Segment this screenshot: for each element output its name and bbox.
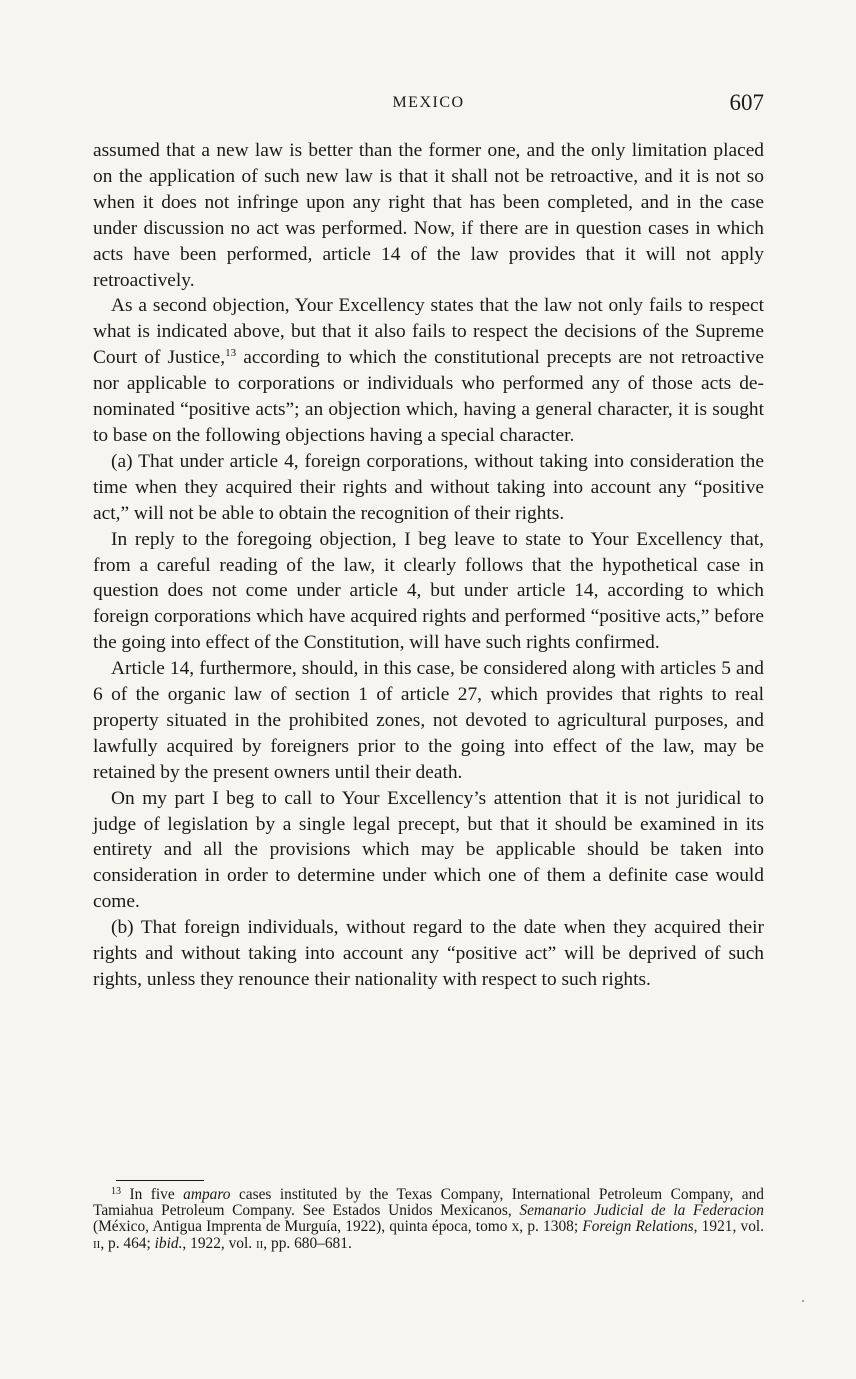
footnote-13 — [93, 1187, 764, 1252]
scan-speck — [802, 1300, 804, 1302]
page-header — [93, 90, 764, 124]
footnote-text: , 1922, vol. — [182, 1234, 256, 1252]
item-label-b: (b) — [111, 917, 134, 939]
footnote-reference: 13 — [225, 347, 237, 360]
paragraph-1: assumed that a new law is better than the former one, and the only limitation placed on the application of such new law is that it shall not be retroactive, and it is not so when it does not infringe upon any right that has been completed, and in the case under discussion no act was performed. Now, if there are in question cases in which acts have been performed, article 14 of the law provides that it will not apply retroactively. — [93, 140, 764, 291]
paragraph-3-text: That under article 4, foreign corporations, without taking into consideration the time when they acquired their rights and without taking into account any “positive act,” will not be able to obtain the recognition of their rights. — [93, 450, 764, 524]
paragraph-5: Article 14, furthermore, should, in this case, be considered along with articles 5 and 6 of the organic law of section 1 of article 27, which provides that rights to real property situated in the prohibited zones, not devoted to agricultural purposes, and lawfully acquired by foreigners prior to the going into effect of the law, may be retained by the present owners until their death. — [93, 658, 764, 783]
footnote-rule — [116, 1180, 204, 1181]
footnote-italic: Foreign Relations — [582, 1218, 694, 1236]
paragraph-2-text-b: according to which the constitutional precepts are not retroactive nor applicable to corporations or individuals who performed any of those acts denominated “positive acts”; an objection which, having a general character, it is sought to base on the following objections having a special character. — [93, 347, 764, 446]
paragraph-3 — [93, 449, 764, 527]
paragraph-2 — [93, 293, 764, 448]
footnote-small-caps: ii — [93, 1234, 101, 1252]
running-title: MEXICO — [392, 94, 465, 111]
footnote-text: In five — [121, 1186, 184, 1203]
paragraph-7 — [93, 915, 764, 993]
paragraph-2-text-a: As a second objection, Your Excellency states that the law not only fails to respect what is indicated above, but that it also fails to respect the decisions of the Supreme Court of Justice, — [93, 295, 764, 369]
paragraph-7-text: That foreign individuals, without regard to the date when they acquired their rights and without taking into account any “positive act” will be deprived of such rights, unless they renounce their nationality with respect to such rights. — [93, 917, 764, 990]
footnote-text: , pp. 680–681. — [263, 1234, 352, 1252]
footnote-text: (México, Antigua Imprenta de Murguía, 1922), quinta época, tomo x, p. 1308; — [93, 1218, 583, 1236]
footnote-small-caps: ii — [255, 1234, 264, 1252]
footnote-italic: ibid. — [154, 1234, 183, 1252]
paragraph-4: In reply to the foregoing objection, I beg leave to state to Your Excellency that, from a careful reading of the law, it clearly follows that the hypothetical case in question does not come under article 4, but under article 14, according to which foreign corporations which have acquired rights and performed “positive acts,” before the going into effect of the Constitution, will have such rights confirmed. — [93, 528, 764, 654]
footnote-mark: 13 — [111, 1186, 121, 1197]
body-text — [93, 138, 764, 993]
footnote-italic: Semanario Judicial de la Federacion — [519, 1202, 764, 1220]
paragraph-6: On my part I beg to call to Your Excellency’s attention that it is not juridical to judge of legislation by a single legal precept, but that it should be examined in its entirety and all the provisions which may be applicable should be taken into consideration in order to determine under which one of them a definite case would come. — [93, 787, 764, 913]
footnote — [93, 1187, 764, 1252]
page-number: 607 — [729, 90, 764, 115]
footnote-text: , p. 464; — [100, 1234, 155, 1252]
footnote-text: cases instituted by the Texas Company, International Petroleum Company, and Tamiahua Petroleum Company. See Estados Unidos Mexicanos, — [93, 1186, 765, 1220]
item-label-a: (a) — [111, 450, 133, 472]
footnote-text: , 1921, vol. — [693, 1218, 765, 1236]
footnote-italic: amparo — [183, 1186, 231, 1203]
